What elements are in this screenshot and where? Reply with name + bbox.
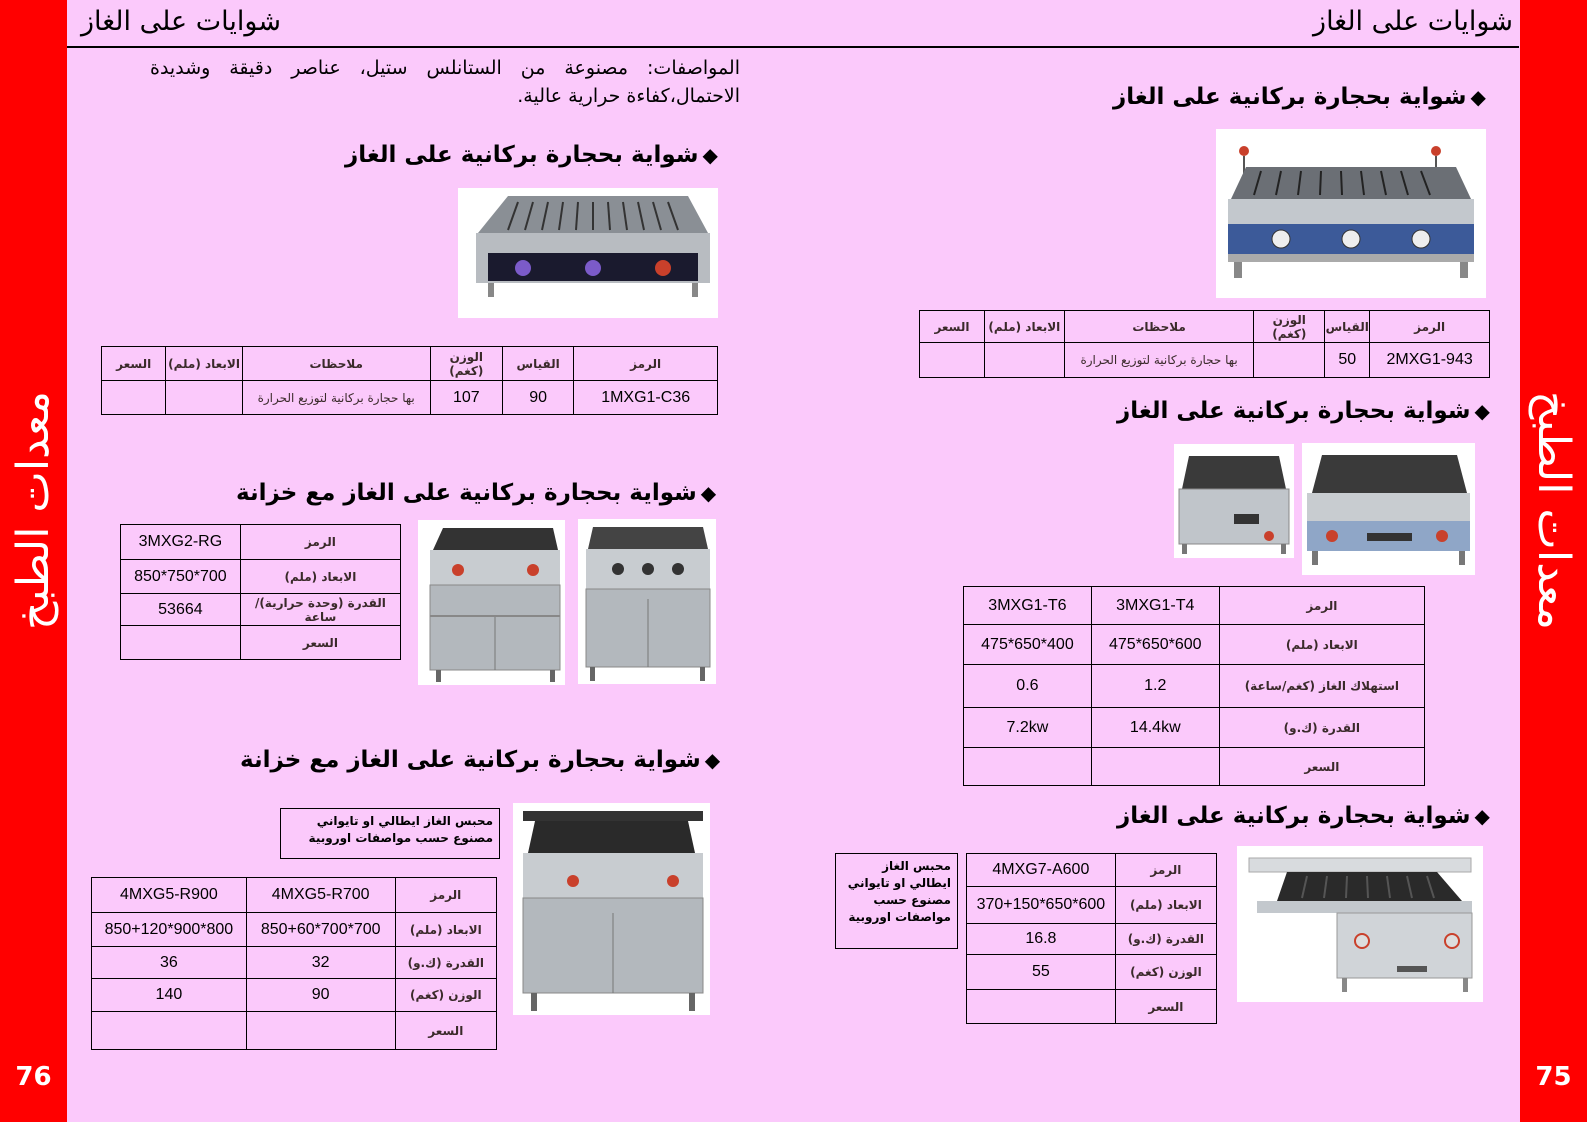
grill-photo-1mxg1 (458, 188, 718, 318)
row-value: 600*650*370+150 (967, 887, 1116, 924)
right-section-3-note: محبس الغاز ايطالي او تايواني مصنوع حسب مواصفات اوروبية (835, 853, 958, 949)
cell-price (920, 343, 985, 378)
row-value: 55 (967, 955, 1116, 990)
right-section-1-title: ◆شواية بحجارة بركانية على الغاز (1113, 84, 1486, 110)
row-label: القدرة (وحدة حرارية)/ساعة (240, 594, 400, 626)
diamond-bullet-icon: ◆ (702, 143, 718, 167)
left-sidebar (0, 0, 67, 1122)
row-value-t6: 7.2kw (964, 708, 1092, 748)
diamond-bullet-icon: ◆ (704, 748, 721, 772)
left-section-1-title: ◆شواية بحجارة بركانية على الغاز (345, 142, 718, 168)
header-code: الرمز (1370, 311, 1490, 343)
row-label: الوزن (كغم) (1115, 955, 1216, 990)
cell-weight (1254, 343, 1325, 378)
row-value: 700*750*850 (121, 560, 241, 594)
grill-photo-3mxg1-t4 (1302, 443, 1475, 575)
row-value-r900: 4MXG5-R900 (92, 878, 247, 913)
row-value-t6: 3MXG1-T6 (964, 587, 1092, 625)
cell-weight: 107 (430, 381, 502, 415)
header-size: القياس (502, 347, 573, 381)
diamond-bullet-icon: ◆ (1470, 85, 1486, 109)
row-label: القدرة (ك.و) (1115, 924, 1216, 955)
row-value (967, 990, 1116, 1024)
row-value-r900: 800*900*850+120 (92, 913, 247, 947)
row-value-r700: 700*700*850+60 (246, 913, 395, 947)
header-notes: ملاحظات (242, 347, 430, 381)
row-value: 53664 (121, 594, 241, 626)
grill-cabinet-photo-a (418, 520, 565, 685)
grill-cabinet-photo-4mxg5 (513, 803, 710, 1015)
row-value-r700: 32 (246, 947, 395, 979)
row-label: استهلاك الغاز (كغم/ساعة) (1219, 665, 1424, 708)
row-label: الابعاد (ملم) (240, 560, 400, 594)
right-sidebar (1520, 0, 1587, 1122)
row-value-t6: 400*650*475 (964, 625, 1092, 665)
row-label: الابعاد (ملم) (1219, 625, 1424, 665)
header-price: السعر (920, 311, 985, 343)
row-value-r700: 4MXG5-R700 (246, 878, 395, 913)
row-value: 16.8 (967, 924, 1116, 955)
diamond-bullet-icon: ◆ (700, 481, 717, 505)
left-header-title: شوايات على الغاز (81, 6, 281, 37)
row-value-t6: 0.6 (964, 665, 1092, 708)
cell-code: 2MXG1-943 (1370, 343, 1490, 378)
row-label: السعر (1219, 748, 1424, 786)
grill-photo-2mxg1 (1216, 129, 1486, 298)
right-section-3-table (966, 853, 1217, 1024)
row-value-r700: 90 (246, 979, 395, 1012)
right-page-header (793, 0, 1519, 48)
row-value-t4: 14.4kw (1091, 708, 1219, 748)
row-value: 3MXG2-RG (121, 525, 241, 560)
row-label: السعر (1115, 990, 1216, 1024)
header-weight: الوزن (كغم) (1254, 311, 1325, 343)
right-header-title: شوايات على الغاز (1313, 6, 1513, 37)
header-dimensions: الابعاد (ملم) (166, 347, 242, 381)
grill-photo-3mxg1-t6 (1174, 444, 1294, 558)
cell-size: 50 (1325, 343, 1370, 378)
diamond-bullet-icon: ◆ (1474, 804, 1490, 828)
left-section-2-table (120, 524, 401, 660)
row-value-t4: 1.2 (1091, 665, 1219, 708)
header-code: الرمز (574, 347, 718, 381)
row-label: الرمز (395, 878, 496, 913)
row-value-t4: 600*650*475 (1091, 625, 1219, 665)
left-sidebar-title: معدات الطبخ (8, 390, 59, 630)
row-value (121, 626, 241, 660)
header-price: السعر (102, 347, 166, 381)
cell-code: 1MXG1-C36 (574, 381, 718, 415)
right-sidebar-title: معدات الطبخ (1528, 390, 1579, 630)
cell-price (102, 381, 166, 415)
right-section-1-table (919, 310, 1490, 378)
left-section-3-title: ◆شواية بحجارة بركانية على الغاز مع خزانة (240, 747, 721, 773)
row-label: الابعاد (ملم) (395, 913, 496, 947)
header-dimensions: الابعاد (ملم) (984, 311, 1064, 343)
row-value: 4MXG7-A600 (967, 854, 1116, 887)
grill-cabinet-photo-b (578, 519, 716, 684)
left-section-2-title: ◆شواية بحجارة بركانية على الغاز مع خزانة (236, 480, 717, 506)
diamond-bullet-icon: ◆ (1474, 399, 1490, 423)
header-size: القياس (1325, 311, 1370, 343)
left-page-number: 76 (15, 1062, 52, 1092)
right-section-2-title: ◆شواية بحجارة بركانية على الغاز (1117, 398, 1490, 424)
row-value-t6 (964, 748, 1092, 786)
row-value-r900 (92, 1012, 247, 1050)
row-value-r700 (246, 1012, 395, 1050)
header-weight: الوزن (كغم) (430, 347, 502, 381)
right-section-3-title: ◆شواية بحجارة بركانية على الغاز (1117, 803, 1490, 829)
row-value-t4: 3MXG1-T4 (1091, 587, 1219, 625)
row-value-r900: 140 (92, 979, 247, 1012)
row-value-r900: 36 (92, 947, 247, 979)
grill-photo-4mxg7 (1237, 846, 1483, 1002)
header-notes: ملاحظات (1064, 311, 1254, 343)
specs-text: المواصفات: مصنوعة من الستانلس ستيل، عناصر دقيقة وشديدة الاحتمال،كفاءة حرارية عالية. (150, 57, 740, 107)
row-value-t4 (1091, 748, 1219, 786)
row-label: الرمز (1219, 587, 1424, 625)
left-section-3-note: محبس الغاز ايطالي او تايواني مصنوع حسب مواصفات اوروبية (280, 808, 500, 859)
row-label: الرمز (240, 525, 400, 560)
left-section-1-table (101, 346, 718, 415)
cell-notes: بها حجارة بركانية لتوزيع الحرارة (242, 381, 430, 415)
row-label: السعر (240, 626, 400, 660)
row-label: القدرة (ك.و) (1219, 708, 1424, 748)
right-section-2-table (963, 586, 1425, 786)
left-section-3-table (91, 877, 497, 1050)
row-label: الابعاد (ملم) (1115, 887, 1216, 924)
row-label: الوزن (كغم) (395, 979, 496, 1012)
row-label: السعر (395, 1012, 496, 1050)
cell-dimensions (166, 381, 242, 415)
row-label: القدرة (ك.و) (395, 947, 496, 979)
row-label: الرمز (1115, 854, 1216, 887)
left-page-header (67, 0, 793, 48)
right-page-number: 75 (1535, 1062, 1572, 1092)
cell-size: 90 (502, 381, 573, 415)
cell-notes: بها حجارة بركانية لتوزيع الحرارة (1064, 343, 1254, 378)
cell-dimensions (984, 343, 1064, 378)
